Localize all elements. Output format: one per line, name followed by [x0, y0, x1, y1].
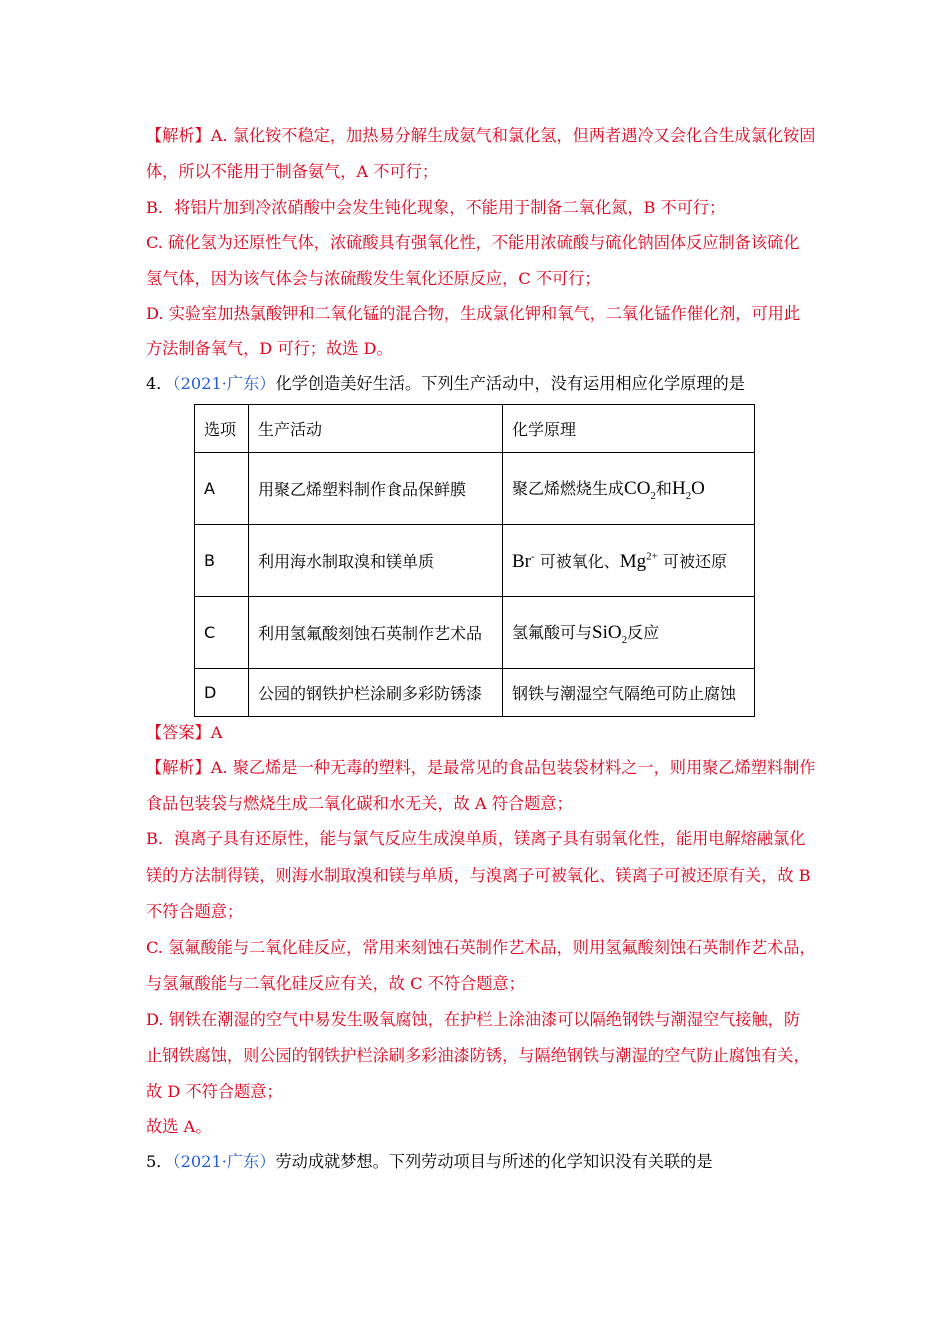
question-number: 4． — [146, 374, 173, 393]
formula-sio2: SiO$_2$ — [592, 621, 628, 646]
q4-explanation-line-3: B．溴离子具有还原性，能与氯气反应生成溴单质，镁离子具有弱氧化性，能用电解熔融氯化 — [146, 829, 806, 848]
q4-explanation-line-7: 与氢氟酸能与二氧化硅反应有关，故 C 不符合题意； — [146, 974, 525, 993]
q3-explanation-line-2: 体，所以不能用于制备氨气，A 不可行； — [146, 162, 439, 181]
principle-cell: Br- 可被氧化、$Mg^{2+}$ 可被还原 — [503, 525, 755, 597]
activity-cell: 用聚乙烯塑料制作食品保鲜膜 — [249, 453, 503, 525]
q4-explanation-line-4: 镁的方法制得镁，则海水制取溴和镁与单质，与溴离子可被氧化、镁离子可被还原有关，故 B — [146, 866, 811, 885]
table-row — [195, 453, 755, 525]
q4-answer: 【答案】A — [146, 723, 223, 742]
formula-h2o: $H_2O$ — [671, 477, 705, 502]
header-principle: 化学原理 — [503, 405, 755, 453]
q4-explanation-line-6: C. 氢氟酸能与二氧化硅反应，常用来刻蚀石英制作艺术品，则用氢氟酸刻蚀石英制作艺术品， — [146, 938, 816, 957]
q4-conclusion: 故选 A。 — [146, 1117, 212, 1136]
principle-cell: 氢氟酸可与SiO$_2$反应 — [503, 597, 755, 669]
q3-explanation-line-5: 氢气体，因为该气体会与浓硫酸发生氧化还原反应，C 不可行； — [146, 269, 601, 288]
table-row — [195, 597, 755, 669]
activity-cell: 公园的钢铁护栏涂刷多彩防锈漆 — [249, 669, 503, 717]
q5-stem — [146, 1150, 826, 1174]
table-header-row — [195, 405, 755, 453]
q4-explanation-line-2: 食品包装袋与燃烧生成二氧化碳和水无关，故 A 符合题意； — [146, 794, 573, 813]
formula-mg-ion: $Mg^{2+}$ — [619, 550, 658, 572]
q4-explanation-line-8: D. 钢铁在潮湿的空气中易发生吸氧腐蚀，在护栏上涂油漆可以隔绝钢铁与潮湿空气接触，防 — [146, 1010, 801, 1029]
table-row — [195, 525, 755, 597]
q3-explanation-line-1: 【解析】A. 氯化铵不稳定，加热易分解生成氨气和氯化氢，但两者遇冷又会化合生成氯化铵固 — [146, 126, 816, 145]
option-label: B — [195, 525, 249, 597]
question-text: 劳动成就梦想。下列劳动项目与所述的化学知识没有关联的是 — [275, 1152, 713, 1171]
option-label: A — [195, 453, 249, 525]
principle-cell: 聚乙烯燃烧生成$CO_2$和$H_2O$ — [503, 453, 755, 525]
q3-explanation-line-7: 方法制备氧气，D 可行；故选 D。 — [146, 339, 393, 358]
question-number: 5． — [146, 1152, 173, 1171]
q4-explanation-line-1: 【解析】A. 聚乙烯是一种无毒的塑料，是最常见的食品包装袋材料之一，则用聚乙烯塑料制作 — [146, 758, 816, 777]
activity-cell: 利用海水制取溴和镁单质 — [249, 525, 503, 597]
header-activity: 生产活动 — [249, 405, 503, 453]
q3-explanation-line-4: C. 硫化氢为还原性气体，浓硫酸具有强氧化性，不能用浓硫酸与硫化钠固体反应制备该硫化 — [146, 233, 800, 252]
q4-stem — [146, 372, 826, 396]
q4-explanation-line-5: 不符合题意； — [146, 902, 244, 921]
q4-explanation-line-9: 止钢铁腐蚀，则公园的钢铁护栏涂刷多彩油漆防锈，与隔绝钢铁与潮湿的空气防止腐蚀有关， — [146, 1046, 810, 1065]
question-source: （2021·广东） — [172, 374, 276, 393]
question-source: （2021·广东） — [172, 1152, 276, 1171]
q4-explanation-line-10: 故 D 不符合题意； — [146, 1082, 283, 1101]
header-option: 选项 — [195, 405, 249, 453]
explanation-label: 【解析】 — [146, 758, 211, 777]
formula-co2: $CO_2$ — [624, 477, 656, 502]
table-row — [195, 669, 755, 717]
q3-explanation-line-3: B．将铝片加到冷浓硝酸中会发生钝化现象，不能用于制备二氧化氮，B 不可行； — [146, 198, 726, 217]
explanation-label: 【解析】 — [146, 126, 211, 145]
activity-cell: 利用氢氟酸刻蚀石英制作艺术品 — [249, 597, 503, 669]
option-label: C — [195, 597, 249, 669]
formula-br-ion: Br- — [512, 550, 535, 572]
option-label: D — [195, 669, 249, 717]
question-text: 化学创造美好生活。下列生产活动中，没有运用相应化学原理的是 — [275, 374, 745, 393]
principle-cell: 钢铁与潮湿空气隔绝可防止腐蚀 — [503, 669, 755, 717]
q3-explanation-line-6: D. 实验室加热氯酸钾和二氧化锰的混合物，生成氯化钾和氧气，二氧化锰作催化剂，可用此 — [146, 304, 801, 323]
options-table — [194, 404, 755, 717]
